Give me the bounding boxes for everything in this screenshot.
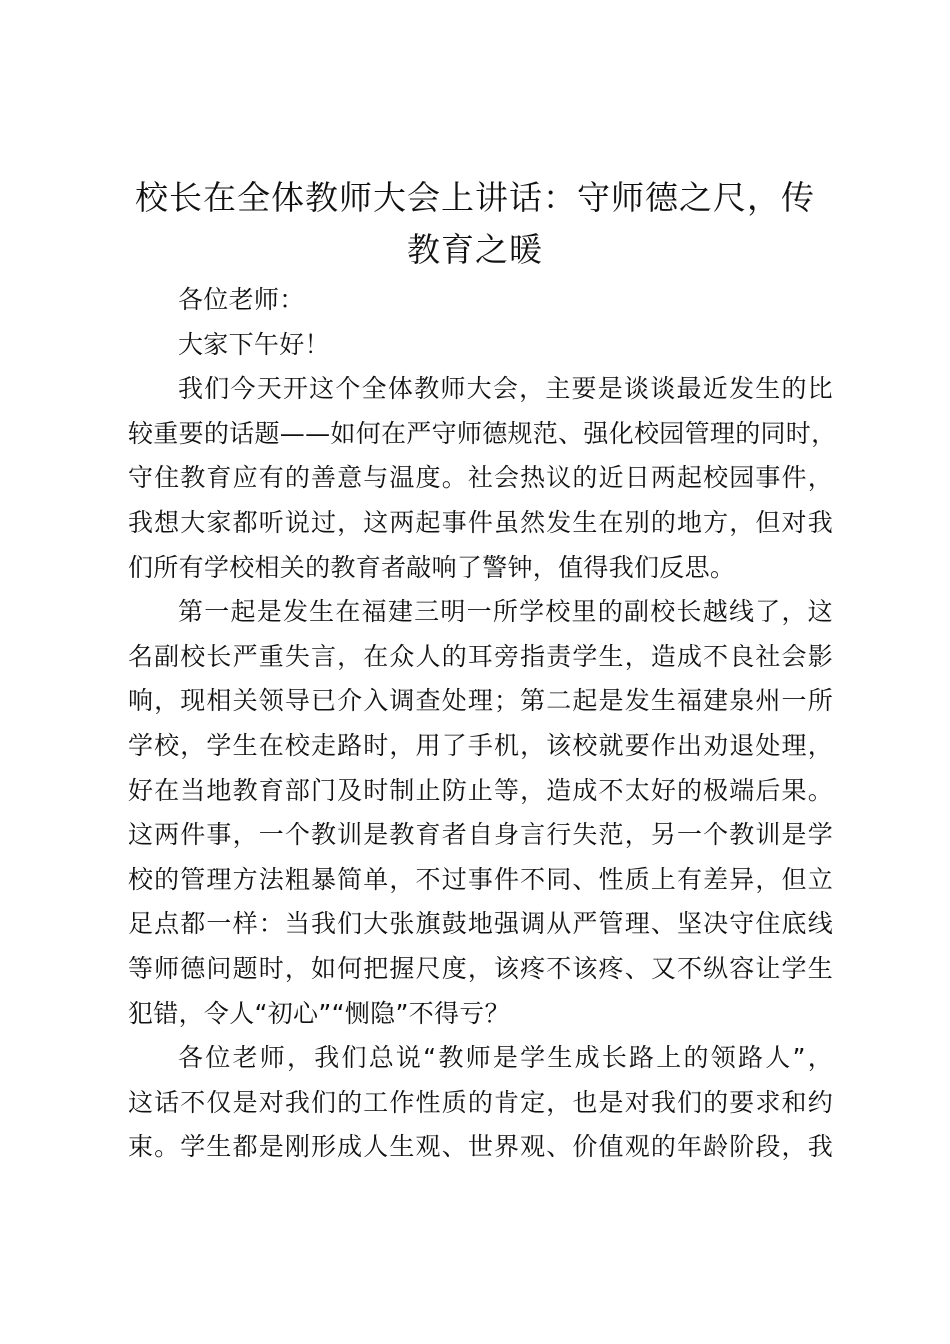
paragraph-line: 学校，学生在校走路时，用了手机，该校就要作出劝退处理， (128, 730, 833, 760)
paragraph-line: 第一起是发生在福建三明一所学校里的副校长越线了，这 (178, 597, 833, 627)
paragraph-line: 守住教育应有的善意与温度。社会热议的近日两起校园事件， (128, 463, 833, 493)
paragraph-line: 等师德问题时，如何把握尺度，该疼不该疼、又不纵容让学生 (128, 953, 833, 983)
paragraph-line: 我想大家都听说过，这两起事件虽然发生在别的地方，但对我 (128, 507, 833, 537)
paragraph-line: 束。学生都是刚形成人生观、世界观、价值观的年龄阶段，我 (128, 1132, 833, 1162)
document-title (110, 172, 840, 276)
paragraph-line: 各位老师，我们总说“教师是学生成长路上的领路人”， (178, 1043, 833, 1073)
title-line: 校长在全体教师大会上讲话：守师德之尺，传 (135, 178, 815, 217)
paragraph-line: 较重要的话题——如何在严守师德规范、强化校园管理的同时， (128, 418, 837, 448)
document-body (128, 278, 837, 1170)
paragraph-2 (128, 590, 833, 1036)
paragraph-line: 响，现相关领导已介入调查处理；第二起是发生福建泉州一所 (128, 686, 833, 716)
paragraph-line: 们所有学校相关的教育者敲响了警钟，值得我们反思。 (128, 552, 736, 582)
paragraph-1 (128, 367, 837, 590)
paragraph-line: 这两件事，一个教训是教育者自身言行失范，另一个教训是学 (128, 820, 833, 850)
paragraph-line: 这话不仅是对我们的工作性质的肯定，也是对我们的要求和约 (128, 1087, 833, 1117)
paragraph-line: 名副校长严重失言，在众人的耳旁指责学生，造成不良社会影 (128, 641, 833, 671)
paragraph-line: 好在当地教育部门及时制止防止等，造成不太好的极端后果。 (128, 775, 833, 805)
title-line: 教育之暖 (407, 230, 543, 269)
salutation: 各位老师： (178, 285, 305, 314)
paragraph-line: 校的管理方法粗暴简单，不过事件不同、性质上有差异，但立 (128, 864, 833, 894)
paragraph-line: 犯错，令人“初心”“恻隐”不得亏？ (128, 998, 510, 1028)
greeting: 大家下午好！ (178, 329, 330, 359)
paragraph-3 (128, 1036, 833, 1170)
paragraph-line: 我们今天开这个全体教师大会，主要是谈谈最近发生的比 (178, 374, 833, 404)
paragraph-line: 足点都一样：当我们大张旗鼓地强调从严管理、坚决守住底线 (128, 909, 833, 939)
